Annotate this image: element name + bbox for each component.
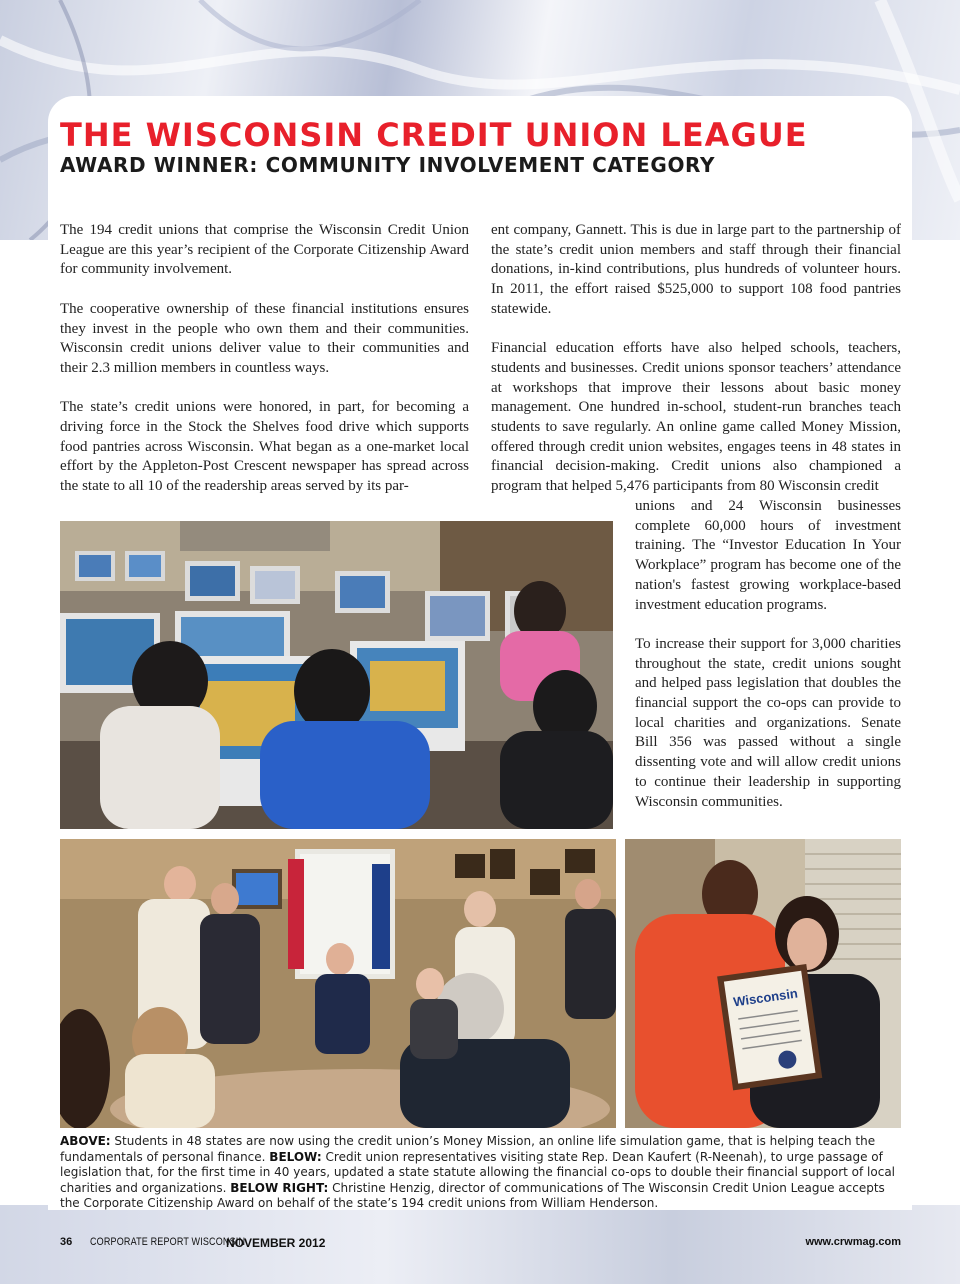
photo-computer-lab bbox=[60, 521, 613, 829]
photo-capitol-meeting bbox=[60, 839, 616, 1128]
publication-name: CORPORATE REPORT WISCONSIN bbox=[90, 1236, 246, 1248]
paragraph: unions and 24 Wisconsin businesses complete 60,000 hours of investment training. The “Investor Education In Your Workplace” program has become one of the nation's fastest growing workplace-based investment education programs. bbox=[635, 498, 901, 613]
photo-award-presentation bbox=[625, 839, 901, 1128]
paragraph: To increase their support for 3,000 charities throughout the state, credit unions sought and helped pass legislation that doubles the financial support the co-ops can provide to local charities and organizations. Senate Bill 356 was passed without a single dissenting vote and will allow credit unions to continue their leadership in supporting Wisconsin communities. bbox=[635, 635, 901, 810]
meeting-illustration bbox=[60, 839, 616, 1128]
page-number: 36 bbox=[60, 1236, 73, 1248]
paragraph: The 194 credit unions that comprise the Wisconsin Credit Union League are this year’s recipient of the Corporate Citizenship Award for community involvement. bbox=[60, 222, 469, 278]
paragraph: The state’s credit unions were honored, in part, for becoming a driving force in the Stock the Shelves food drive which supports food pantries across Wisconsin. What began as a one-market local effort by the Appleton-Post Crescent newspaper has spread across the state to all 10 of the readership areas served by its par- bbox=[60, 399, 469, 495]
computer-lab-illustration bbox=[60, 521, 613, 829]
caption-label-above: ABOVE: bbox=[60, 1134, 111, 1148]
caption-text-below: Credit union representatives visiting state Rep. Dean Kaufert (R-Neenah), to urge passage of legislation that, for the first time in 40 years, updated a state statute allowing the financial co-ops to double their financial support of local charities and organizations. bbox=[60, 1149, 896, 1195]
paragraph: Financial education efforts have also helped schools, teachers, students and businesses. Credit unions sponsor teachers’ attendance at workshops that improve their lessons about basic money management. One hundred in-school, student-run branches teach students to save regularly. An online game called Money Mission, offered through credit union websites, engages teens in 48 states in financial decision-making. Credit unions also championed a program that helped 5,476 participants from 80 Wisconsin credit bbox=[491, 340, 901, 495]
body-column-left bbox=[60, 221, 469, 517]
page-footer bbox=[60, 1236, 901, 1252]
caption-label-below-right: BELOW RIGHT: bbox=[230, 1180, 329, 1195]
issue-date: NOVEMBER 2012 bbox=[226, 1236, 326, 1250]
body-column-narrow bbox=[635, 497, 901, 832]
body-column-right bbox=[491, 221, 901, 497]
article-subtitle: AWARD WINNER: COMMUNITY INVOLVEMENT CATEGORY bbox=[60, 153, 716, 177]
paragraph: The cooperative ownership of these financial institutions ensures they invest in the people who own them and their communities. Wisconsin credit unions deliver value to their communities and their 2.3 million members in countless ways. bbox=[60, 300, 469, 376]
article-title: THE WISCONSIN CREDIT UNION LEAGUE bbox=[60, 116, 808, 154]
plaque-title: Wisconsin bbox=[732, 985, 799, 1010]
photo-caption bbox=[60, 1134, 901, 1212]
award-illustration bbox=[625, 839, 901, 1128]
website-link[interactable]: www.crwmag.com bbox=[805, 1236, 901, 1248]
caption-text-below-right: Christine Henzig, director of communications of The Wisconsin Credit Union League accepts the Corporate Citizenship Award on behalf of the state’s 194 credit unions from William Henderson. bbox=[60, 1180, 885, 1211]
paragraph: ent company, Gannett. This is due in large part to the partnership of the state’s credit union members and staff through their financial donations, in-kind contributions, plus hundreds of volunteer hours. In 2011, the effort raised $525,000 to support 108 food pantries statewide. bbox=[491, 222, 901, 317]
caption-text-above: Students in 48 states are now using the credit union’s Money Mission, an online life simulation game, that is helping teach the fundamentals of personal finance. bbox=[60, 1134, 876, 1164]
caption-label-below: BELOW: bbox=[269, 1149, 322, 1164]
